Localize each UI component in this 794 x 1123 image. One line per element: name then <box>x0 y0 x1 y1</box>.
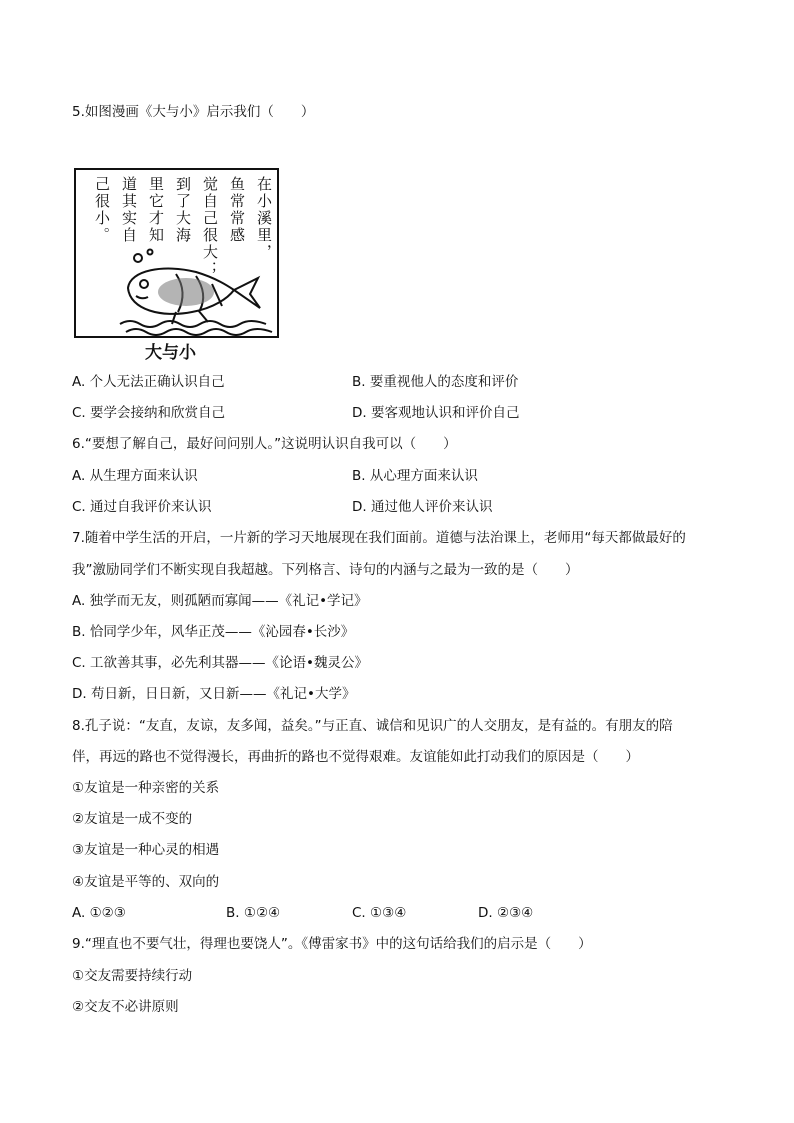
q8-item-4: ④友谊是平等的、双向的 <box>72 874 220 890</box>
q7-option-a: A. 独学而无友，则孤陋而寡闻——《礼记•学记》 <box>72 593 368 609</box>
q5-option-a: A. 个人无法正确认识自己 <box>72 374 225 390</box>
comic-text-col-7: 己很小。 <box>93 176 111 244</box>
comic-text-col-5: 里它才知 <box>147 176 165 244</box>
q6-stem: 6.“要想了解自己，最好问问别人。”这说明认识自我可以（ ） <box>72 436 457 452</box>
q6-option-d: D. 通过他人评价来认识 <box>352 499 493 515</box>
comic-text-col-4: 到了大海 <box>174 176 192 244</box>
q6-option-a: A. 从生理方面来认识 <box>72 468 198 484</box>
q6-option-c: C. 通过自我评价来认识 <box>72 499 212 515</box>
comic-text-col-3: 觉自己很大； <box>201 176 219 278</box>
q6-option-b: B. 从心理方面来认识 <box>352 468 478 484</box>
q8-item-1: ①友谊是一种亲密的关系 <box>72 780 220 796</box>
fish-illustration-icon <box>116 248 276 336</box>
q8-item-2: ②友谊是一成不变的 <box>72 811 193 827</box>
q8-option-c: C. ①③④ <box>352 905 407 921</box>
comic-caption: 大与小 <box>145 343 196 363</box>
q8-option-a: A. ①②③ <box>72 905 126 921</box>
q5-option-c: C. 要学会接纳和欣赏自己 <box>72 405 226 421</box>
q8-option-b: B. ①②④ <box>226 905 281 921</box>
q5-option-b: B. 要重视他人的态度和评价 <box>352 374 519 390</box>
q5-option-d: D. 要客观地认识和评价自己 <box>352 405 520 421</box>
comic-text-col-2: 鱼常常感 <box>228 176 246 244</box>
comic-text-col-1: 在小溪里， <box>255 176 273 261</box>
q9-stem: 9.“理直也不要气壮，得理也要饶人”。《傅雷家书》中的这句话给我们的启示是（ ） <box>72 936 592 952</box>
q8-option-d: D. ②③④ <box>478 905 534 921</box>
comic-text-col-6: 道其实自 <box>120 176 138 244</box>
q7-stem-line-1: 7.随着中学生活的开启，一片新的学习天地展现在我们面前。道德与法治课上，老师用“每天都做最好的 <box>72 530 686 546</box>
q5-stem: 5.如图漫画《大与小》启示我们（ ） <box>72 104 315 120</box>
comic-panel <box>74 168 279 338</box>
q8-stem-line-1: 8.孔子说：“友直，友谅，友多闻，益矣。”与正直、诚信和见识广的人交朋友，是有益的。有朋友的陪 <box>72 718 673 734</box>
q9-item-1: ①交友需要持续行动 <box>72 968 193 984</box>
q8-item-3: ③友谊是一种心灵的相遇 <box>72 842 220 858</box>
q7-option-b: B. 恰同学少年，风华正茂——《沁园春•长沙》 <box>72 624 355 640</box>
q9-item-2: ②交友不必讲原则 <box>72 999 179 1015</box>
q7-option-d: D. 苟日新，日日新，又日新——《礼记•大学》 <box>72 686 356 702</box>
q7-option-c: C. 工欲善其事，必先利其器——《论语•魏灵公》 <box>72 655 368 671</box>
q8-stem-line-2: 伴，再远的路也不觉得漫长，再曲折的路也不觉得艰难。友谊能如此打动我们的原因是（ ） <box>72 749 639 765</box>
q7-stem-line-2: 我”激励同学们不断实现自我超越。下列格言、诗句的内涵与之最为一致的是（ ） <box>72 562 579 578</box>
